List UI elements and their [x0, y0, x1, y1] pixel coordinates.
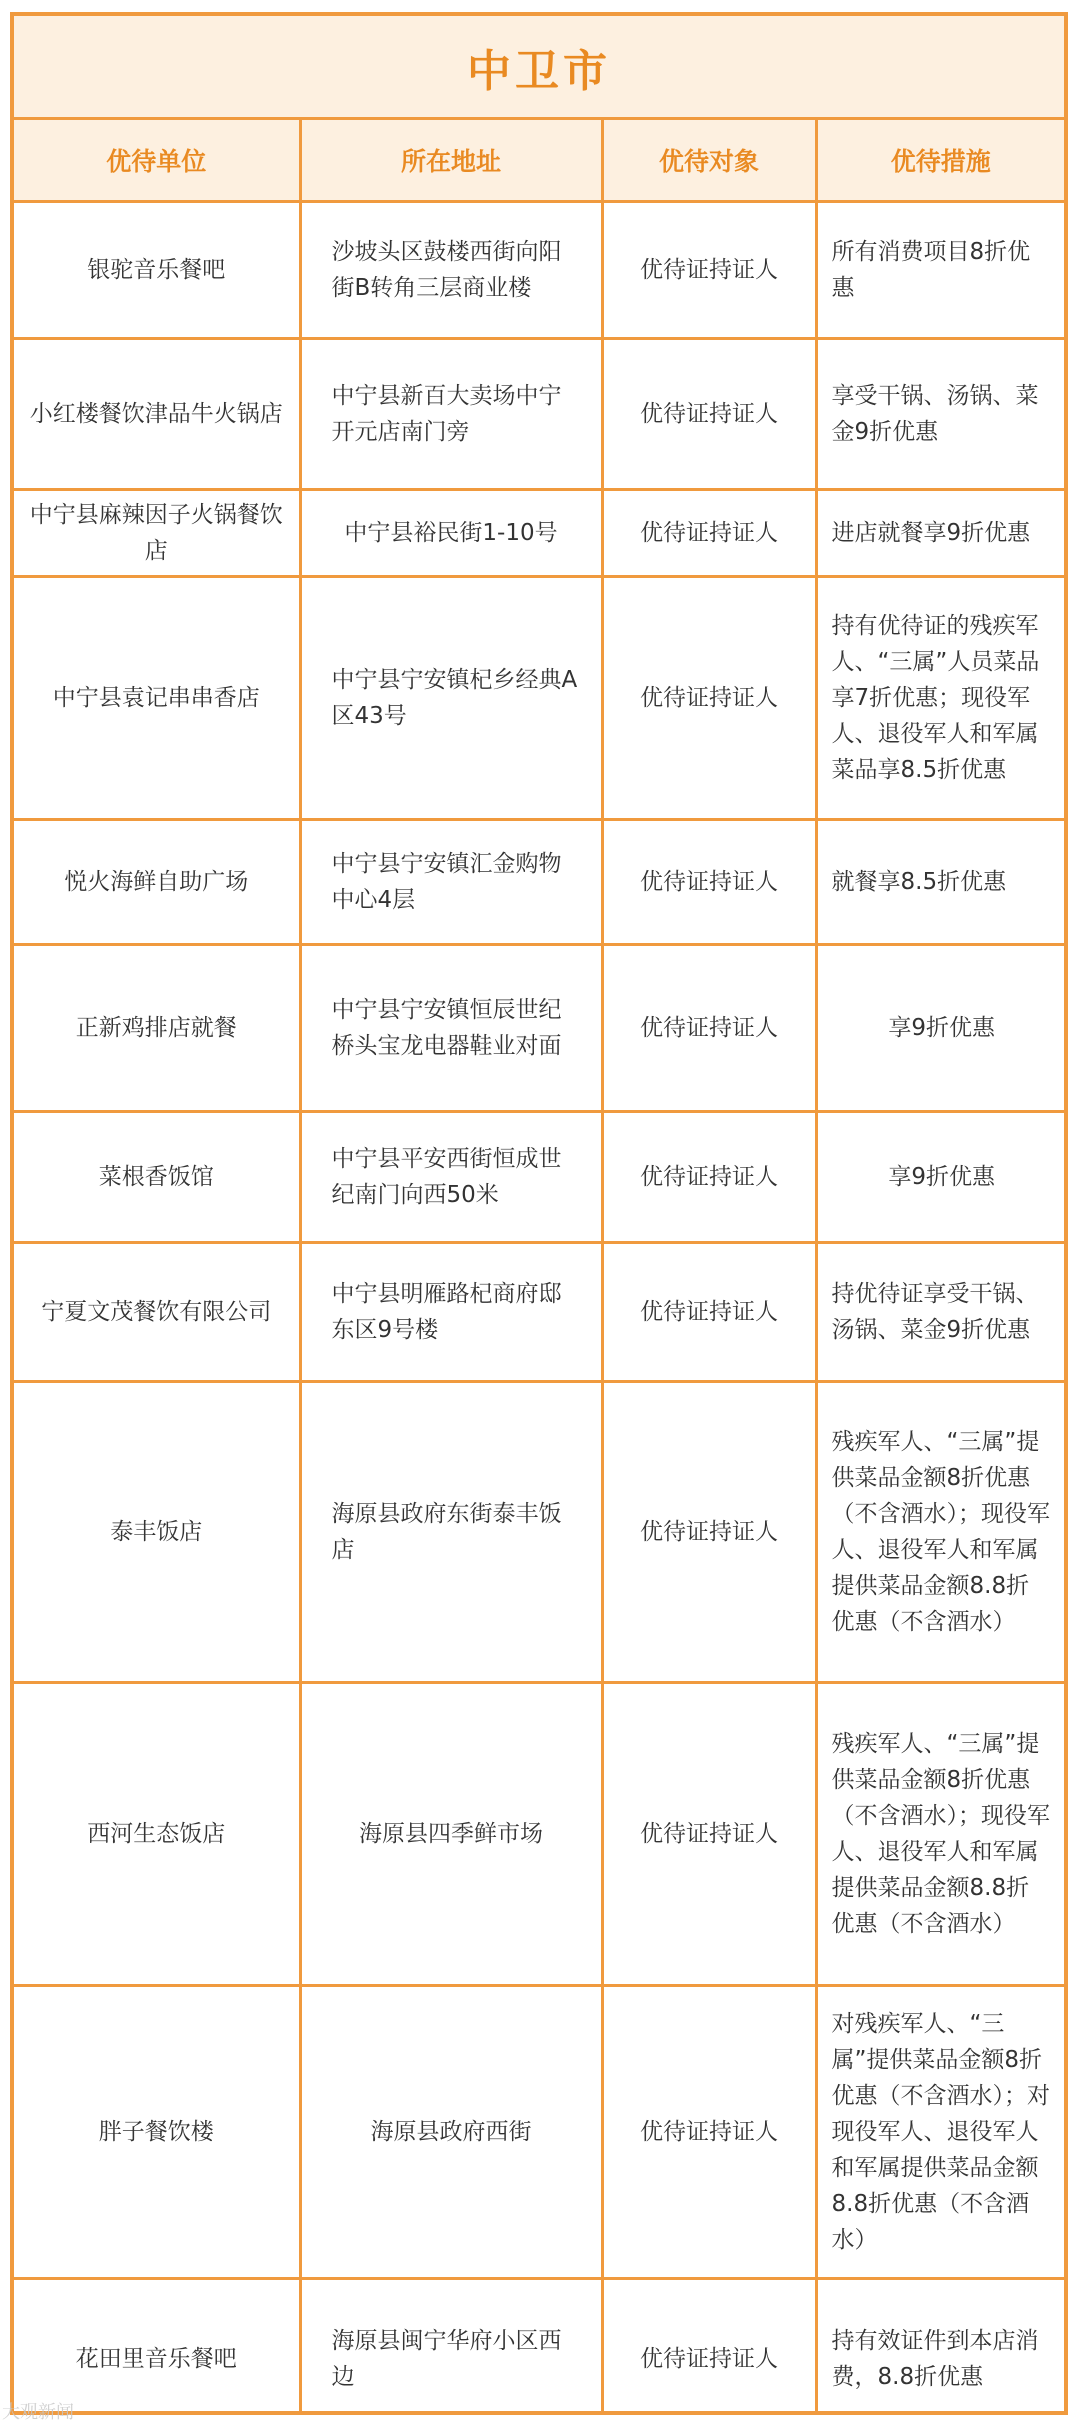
cell-address: 海原县政府东街泰丰饭店 — [300, 1382, 602, 1683]
cell-address: 沙坡头区鼓楼西街向阳街B转角三层商业楼 — [300, 202, 602, 339]
table-row — [14, 1112, 1064, 1243]
header-address: 所在地址 — [300, 120, 602, 202]
cell-unit: 小红楼餐饮津品牛火锅店 — [14, 339, 300, 490]
header-measure: 优待措施 — [816, 120, 1064, 202]
cell-unit: 中宁县麻辣因子火锅餐饮店 — [14, 490, 300, 577]
cell-unit: 银驼音乐餐吧 — [14, 202, 300, 339]
cell-address: 中宁县宁安镇恒辰世纪桥头宝龙电器鞋业对面 — [300, 945, 602, 1112]
cell-address: 中宁县明雁路杞商府邸东区9号楼 — [300, 1243, 602, 1382]
header-target: 优待对象 — [602, 120, 816, 202]
cell-target: 优待证持证人 — [602, 577, 816, 820]
title-bar — [14, 16, 1064, 120]
cell-target: 优待证持证人 — [602, 945, 816, 1112]
cell-address: 中宁县平安西街恒成世纪南门向西50米 — [300, 1112, 602, 1243]
cell-measure: 享受干锅、汤锅、菜金9折优惠 — [816, 339, 1064, 490]
table-row — [14, 1986, 1064, 2279]
cell-target: 优待证持证人 — [602, 2279, 816, 2416]
cell-target: 优待证持证人 — [602, 1683, 816, 1986]
cell-unit: 花田里音乐餐吧 — [14, 2279, 300, 2416]
cell-measure: 持优待证享受干锅、汤锅、菜金9折优惠 — [816, 1243, 1064, 1382]
cell-unit: 中宁县袁记串串香店 — [14, 577, 300, 820]
header-unit: 优待单位 — [14, 120, 300, 202]
cell-target: 优待证持证人 — [602, 490, 816, 577]
table-row — [14, 1382, 1064, 1683]
cell-measure: 持有优待证的残疾军人、“三属”人员菜品享7折优惠；现役军人、退役军人和军属菜品享8.5折优惠 — [816, 577, 1064, 820]
cell-unit: 胖子餐饮楼 — [14, 1986, 300, 2279]
header-row — [14, 120, 1064, 202]
cell-target: 优待证持证人 — [602, 339, 816, 490]
cell-measure: 持有效证件到本店消费，8.8折优惠 — [816, 2279, 1064, 2416]
table-row — [14, 820, 1064, 945]
cell-address: 中宁县宁安镇汇金购物中心4层 — [300, 820, 602, 945]
cell-address: 中宁县裕民街1-10号 — [300, 490, 602, 577]
cell-measure: 所有消费项目8折优惠 — [816, 202, 1064, 339]
city-title: 中卫市 — [467, 45, 611, 97]
cell-unit: 泰丰饭店 — [14, 1382, 300, 1683]
cell-unit: 菜根香饭馆 — [14, 1112, 300, 1243]
cell-target: 优待证持证人 — [602, 1243, 816, 1382]
table-row — [14, 202, 1064, 339]
cell-target: 优待证持证人 — [602, 820, 816, 945]
cell-measure: 对残疾军人、“三属”提供菜品金额8折优惠（不含酒水）；对现役军人、退役军人和军属提供菜品金额8.8折优惠（不含酒水） — [816, 1986, 1064, 2279]
cell-target: 优待证持证人 — [602, 1112, 816, 1243]
cell-unit: 悦火海鲜自助广场 — [14, 820, 300, 945]
cell-unit: 西河生态饭店 — [14, 1683, 300, 1986]
cell-measure: 残疾军人、“三属”提供菜品金额8折优惠（不含酒水）；现役军人、退役军人和军属提供菜品金额8.8折优惠（不含酒水） — [816, 1683, 1064, 1986]
cell-unit: 宁夏文茂餐饮有限公司 — [14, 1243, 300, 1382]
watermark: 大观新闻 — [2, 2402, 74, 2423]
cell-address: 中宁县宁安镇杞乡经典A区43号 — [300, 577, 602, 820]
cell-measure: 残疾军人、“三属”提供菜品金额8折优惠（不含酒水）；现役军人、退役军人和军属提供菜品金额8.8折优惠（不含酒水） — [816, 1382, 1064, 1683]
table-row — [14, 945, 1064, 1112]
cell-measure: 就餐享8.5折优惠 — [816, 820, 1064, 945]
cell-unit: 正新鸡排店就餐 — [14, 945, 300, 1112]
discount-table — [14, 120, 1064, 2415]
cell-address: 中宁县新百大卖场中宁开元店南门旁 — [300, 339, 602, 490]
discount-table-frame — [10, 12, 1068, 2415]
table-row — [14, 2279, 1064, 2416]
cell-measure: 享9折优惠 — [816, 1112, 1064, 1243]
cell-target: 优待证持证人 — [602, 202, 816, 339]
cell-measure: 享9折优惠 — [816, 945, 1064, 1112]
table-row — [14, 1683, 1064, 1986]
cell-target: 优待证持证人 — [602, 1986, 816, 2279]
table-row — [14, 490, 1064, 577]
cell-measure: 进店就餐享9折优惠 — [816, 490, 1064, 577]
cell-target: 优待证持证人 — [602, 1382, 816, 1683]
cell-address: 海原县闽宁华府小区西边 — [300, 2279, 602, 2416]
cell-address: 海原县四季鲜市场 — [300, 1683, 602, 1986]
table-row — [14, 1243, 1064, 1382]
cell-address: 海原县政府西街 — [300, 1986, 602, 2279]
table-row — [14, 577, 1064, 820]
table-row — [14, 339, 1064, 490]
